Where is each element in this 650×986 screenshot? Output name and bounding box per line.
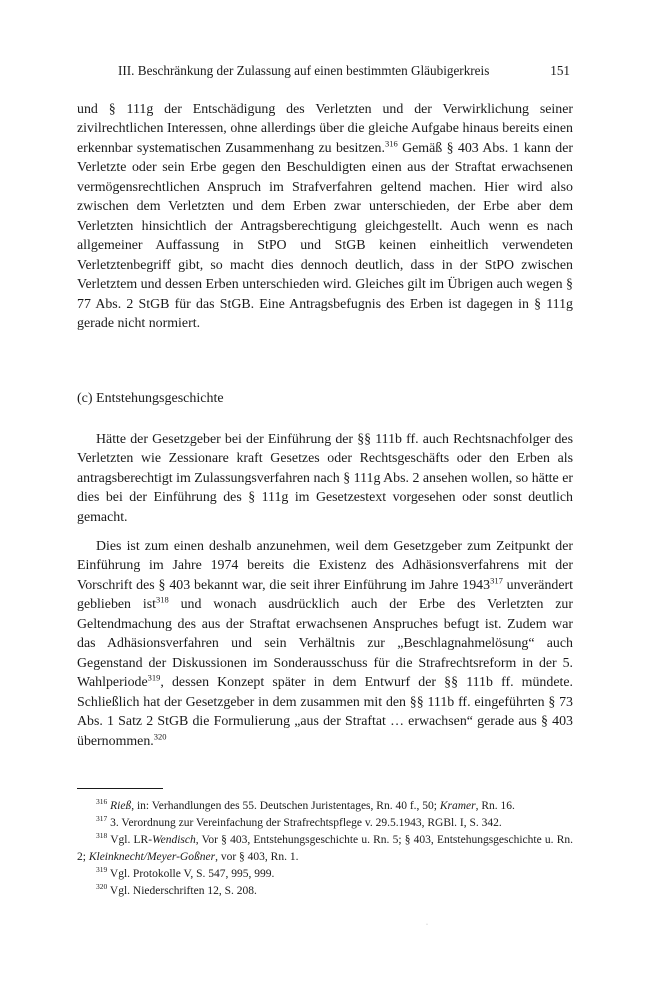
footnote-author: Rieß [110,800,132,812]
paragraph-3 [77,537,573,751]
paragraph-3-text-a: Dies ist zum einen deshalb anzunehmen, weil dem Gesetzgeber zum Zeitpunkt der Einführung im Jahre 1974 bereits die Existenz des Adhäsionsverfahrens mit der Vorschrift des § 403 bekannt war, die seit ihrer Einführung im Jahre 1943 [77,539,573,593]
footnote-number: 317 [96,814,108,824]
footnote-316 [77,798,573,815]
footnote-ref-317[interactable]: 317 [490,575,503,586]
paragraph-2: Hätte der Gesetzgeber bei der Einführung der §§ 111b ff. auch Rechtsnachfolger des Verletzten wie Zessionare kraft Gesetzes oder Rechtsgeschäfts oder den Erben als antragsberechtigt im Zulassungsverfahren nach § 111g Abs. 2 ansehen wollen, so hätte er dies bei der Einführung des § 111g im Gesetzestext vorgesehen oder sonst deutlich gemacht. [77,432,573,525]
section-heading: (c) Entstehungsgeschichte [77,391,224,406]
footnote-text: Vgl. Niederschriften 12, S. 208. [107,885,257,897]
paragraph-3-text-d: , dessen Konzept später in dem Entwurf der §§ 111b ff. mündete. Schließlich hat der Gesetzgeber in dem zusammen mit den §§ 111b ff. eingeführten § 73 Abs. 1 Satz 2 StGB die Formulierung „aus der Straftat … erwachsen“ gerade aus § 403 übernommen. [77,675,573,749]
footnote-number: 318 [96,831,108,841]
footnote-text: , Rn. 16. [475,800,515,812]
paragraph-3-text-b: unverändert geblieben ist [77,577,573,613]
footnote-ref-318[interactable]: 318 [155,594,169,605]
paragraph-3-text-c: und wonach ausdrücklich auch der Erbe des Verletzten zur Geltendmachung des aus der Straftat erwachsenen Anspruches befugt ist. Zudem war das Adhäsionsverfahren und sein Verhältnis zur „Beschlagnahmelösung“ auch Gegenstand der Diskussionen im Sonderausschuss für die Strafrechtsreform in der 5. Wahlperiode [77,597,573,691]
footnote-author: Wendisch [152,834,196,846]
page-number: 151 [550,63,570,78]
footnote-author: Kleinknecht/Meyer-Goßner [88,851,216,863]
footnote-ref-316[interactable]: 316 [384,138,398,149]
stray-mark: · [426,922,428,928]
footnote-text: , Vor § 403, Entstehungsgeschichte u. Rn. 5; § 403, Entstehungsgeschichte u. Rn. 2; [77,834,573,863]
footnote-text: , vor § 403, Rn. 1. [215,851,299,863]
footnote-text: Vgl. LR- [107,834,153,846]
footnote-text: , in: Verhandlungen des 55. Deutschen Juristentages, Rn. 40 f., 50; [131,800,440,812]
footnote-320 [77,883,573,900]
footnote-318 [77,832,573,866]
footnote-text: 3. Verordnung zur Vereinfachung der Strafrechtspflege v. 29.5.1943, RGBl. I, S. 342. [107,817,502,829]
footnote-text: Vgl. Protokolle V, S. 547, 995, 999. [107,868,275,880]
footnote-ref-320[interactable]: 320 [153,730,167,741]
footnote-divider [77,788,163,789]
running-header-title: III. Beschränkung der Zulassung auf einen bestimmten Gläubigerkreis [118,63,490,78]
footnote-number: 319 [96,865,108,875]
footnote-number: 320 [96,882,108,892]
paragraph-1-text-a: und § 111g der Entschädigung des Verletzten und der Verwirklichung seiner zivilrechtlichen Interessen, ohne allerdings über die gleiche Aufgabe hinaus bereits einen erkennbar systematischen Zusammenhang zu besitzen. [77,102,573,156]
footnote-author: Kramer [439,800,476,812]
paragraph-1-text-b: Gemäß § 403 Abs. 1 kann der Verletzte oder sein Erbe gegen den Beschuldigten einen aus der Straftat erwachsenen vermögensrechtlichen Anspruch im Strafverfahren geltend machen. Hier wird also zwischen dem Verletzten und dem Erben zwar unterschieden, der Erbe aber dem Verletzten hinsichtlich der Antragsberechtigung gleichgestellt. Auch wenn es nach allgemeiner Auffassung in StPO und StGB keinen einheitlich verwendeten Verletztenbegriff gibt, so macht dies dennoch deutlich, dass in der StPO zwischen Verletztem und dessen Erben unterschieden wird. Gleiches gilt im Übrigen auch wegen § 77 Abs. 2 StGB für das StGB. Eine Antragsbefugnis des Erben ist dagegen in § 111g gerade nicht normiert. [77,140,573,331]
footnotes [77,798,573,900]
footnote-319 [77,866,573,883]
footnote-number: 316 [96,797,108,807]
paragraph-1 [77,100,573,333]
footnote-317 [77,815,573,832]
running-header [118,63,570,79]
footnote-ref-319[interactable]: 319 [147,672,161,683]
